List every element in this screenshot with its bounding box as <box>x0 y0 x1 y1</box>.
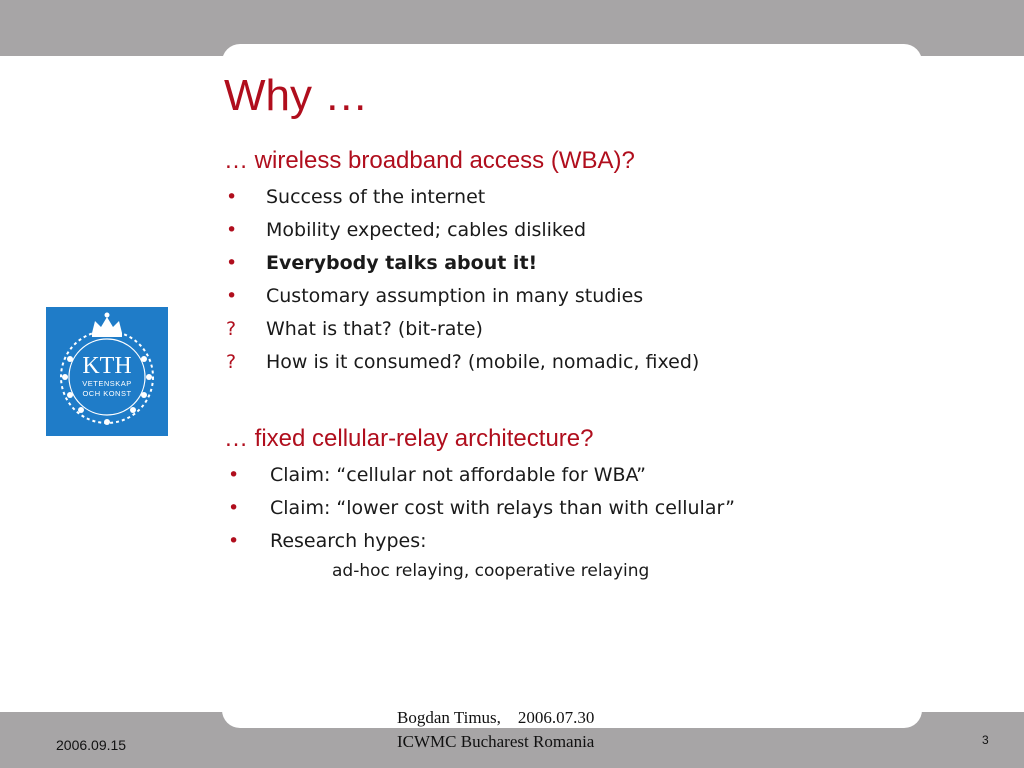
bullet-marker: • <box>226 186 238 208</box>
slide-title: Why … <box>224 71 369 120</box>
list-item-text: Claim: “lower cost with relays than with cellular” <box>270 497 735 519</box>
list-item-text: Claim: “cellular not affordable for WBA” <box>270 464 647 486</box>
list-item-text: Research hypes: <box>270 530 427 552</box>
kth-logo <box>46 307 168 436</box>
list-item-text: Everybody talks about it! <box>266 252 538 274</box>
bullet-marker: • <box>226 285 238 307</box>
bullet-marker: • <box>228 497 240 519</box>
page-number: 3 <box>982 733 989 747</box>
bullet-marker: • <box>228 530 240 552</box>
logo-line2: OCH KONST <box>82 389 132 398</box>
bullet-marker: • <box>226 252 238 274</box>
kth-crest-icon <box>46 307 168 436</box>
list-item-text: Customary assumption in many studies <box>266 285 644 307</box>
footer-venue-line: ICWMC Bucharest Romania <box>397 732 595 751</box>
logo-line1: VETENSKAP <box>82 379 132 388</box>
section2-heading: … fixed cellular-relay architecture? <box>224 425 594 452</box>
list-item-text: What is that? (bit-rate) <box>266 318 483 340</box>
footer-author-line: Bogdan Timus, 2006.07.30 <box>397 708 595 727</box>
list-item-text: How is it consumed? (mobile, nomadic, fixed) <box>266 351 700 373</box>
section1-heading: … wireless broadband access (WBA)? <box>224 147 635 174</box>
bullet-marker: • <box>226 219 238 241</box>
list-item-text: Success of the internet <box>266 186 486 208</box>
sub-item-text: ad-hoc relaying, cooperative relaying <box>332 561 650 581</box>
list-item-text: Mobility expected; cables disliked <box>266 219 587 241</box>
footer-author <box>397 706 594 754</box>
logo-text: KTH <box>82 353 132 379</box>
question-marker: ? <box>226 351 237 373</box>
footer-date: 2006.09.15 <box>56 737 127 753</box>
bullet-marker: • <box>228 464 240 486</box>
question-marker: ? <box>226 318 237 340</box>
